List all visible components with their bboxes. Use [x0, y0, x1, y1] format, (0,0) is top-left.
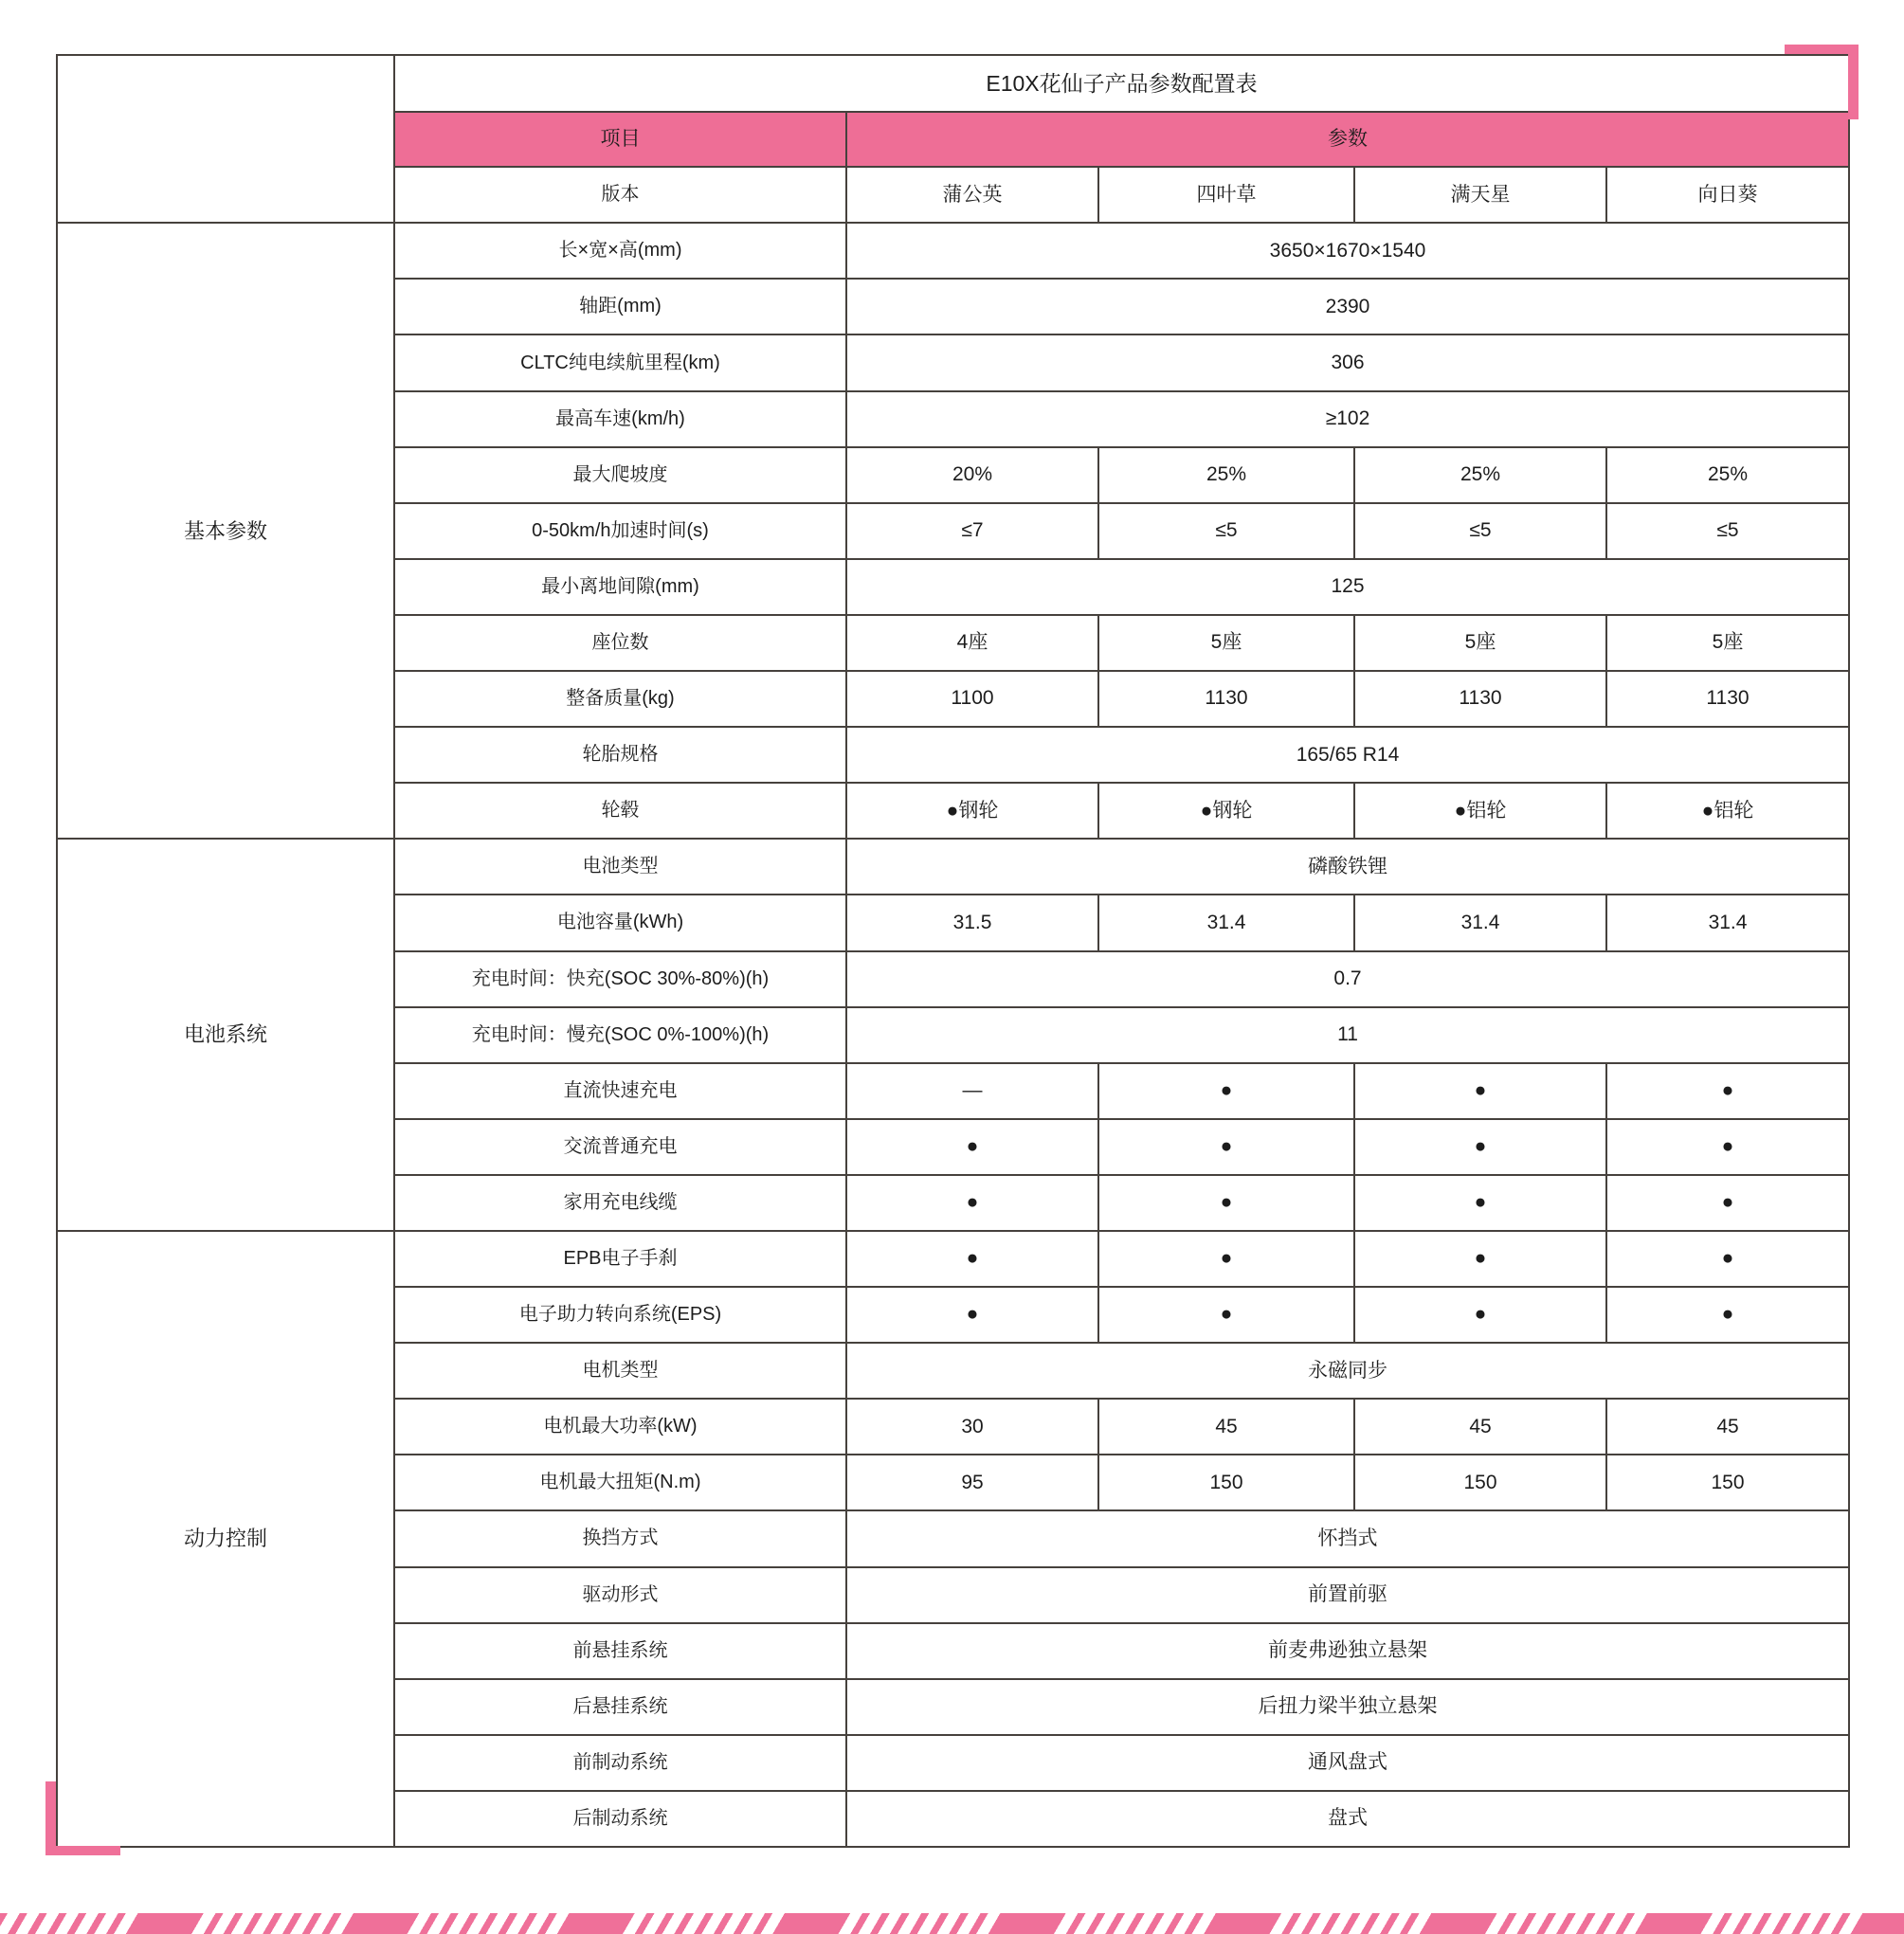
- value-cell: 5座: [1354, 615, 1606, 671]
- value-cell: 1130: [1098, 671, 1354, 727]
- row-label: 长×宽×高(mm): [394, 223, 846, 279]
- value-cell: ●: [1606, 1063, 1849, 1119]
- merged-value-cell: ≥102: [846, 391, 1849, 447]
- merged-value-cell: 165/65 R14: [846, 727, 1849, 783]
- value-cell: 45: [1606, 1399, 1849, 1455]
- row-label: 座位数: [394, 615, 846, 671]
- value-cell: ●: [1098, 1119, 1354, 1175]
- merged-value-cell: 0.7: [846, 951, 1849, 1007]
- row-label: 交流普通充电: [394, 1119, 846, 1175]
- row-label: 电池容量(kWh): [394, 895, 846, 950]
- value-cell: ●: [1354, 1119, 1606, 1175]
- section-label: 动力控制: [57, 1231, 394, 1847]
- section-label: 基本参数: [57, 223, 394, 839]
- value-cell: ≤5: [1354, 503, 1606, 559]
- value-cell: 31.4: [1606, 895, 1849, 950]
- value-cell: ●: [1606, 1119, 1849, 1175]
- row-label: EPB电子手刹: [394, 1231, 846, 1287]
- value-cell: ●: [846, 1175, 1098, 1231]
- value-cell: ●: [1354, 1231, 1606, 1287]
- row-label: 电池类型: [394, 839, 846, 895]
- value-cell: 25%: [1606, 447, 1849, 503]
- value-cell: ●: [1606, 1231, 1849, 1287]
- value-cell: 31.4: [1354, 895, 1606, 950]
- row-label: 充电时间：慢充(SOC 0%-100%)(h): [394, 1007, 846, 1063]
- value-cell: 1100: [846, 671, 1098, 727]
- header-param-cell: 参数: [846, 112, 1849, 167]
- value-cell: ●: [846, 1287, 1098, 1343]
- row-label: 轴距(mm): [394, 279, 846, 334]
- merged-value-cell: 磷酸铁锂: [846, 839, 1849, 895]
- section-label: 电池系统: [57, 839, 394, 1231]
- value-cell: ●: [1098, 1063, 1354, 1119]
- merged-value-cell: 306: [846, 334, 1849, 390]
- version-col-clover: 四叶草: [1098, 167, 1354, 223]
- value-cell: 1130: [1354, 671, 1606, 727]
- row-label: 0-50km/h加速时间(s): [394, 503, 846, 559]
- merged-value-cell: 通风盘式: [846, 1735, 1849, 1791]
- row-label: 最大爬坡度: [394, 447, 846, 503]
- value-cell: ≤5: [1098, 503, 1354, 559]
- value-cell: 150: [1354, 1455, 1606, 1510]
- pink-corner-top-right: [1785, 45, 1859, 119]
- value-cell: ≤7: [846, 503, 1098, 559]
- merged-value-cell: 前置前驱: [846, 1567, 1849, 1623]
- row-label: 电机最大功率(kW): [394, 1399, 846, 1455]
- value-cell: ●: [1354, 1175, 1606, 1231]
- value-cell: 4座: [846, 615, 1098, 671]
- value-cell: ●: [1098, 1175, 1354, 1231]
- value-cell: 45: [1354, 1399, 1606, 1455]
- row-label: CLTC纯电续航里程(km): [394, 334, 846, 390]
- merged-value-cell: 前麦弗逊独立悬架: [846, 1623, 1849, 1679]
- table-body: [57, 223, 1849, 1847]
- value-cell: ●: [846, 1119, 1098, 1175]
- spec-table: [56, 54, 1850, 1848]
- header-item-cell: 项目: [394, 112, 846, 167]
- value-cell: 150: [1098, 1455, 1354, 1510]
- row-label: 最小离地间隙(mm): [394, 559, 846, 615]
- merged-value-cell: 怀挡式: [846, 1510, 1849, 1566]
- row-label: 电子助力转向系统(EPS): [394, 1287, 846, 1343]
- value-cell: ●: [1098, 1287, 1354, 1343]
- value-cell: 30: [846, 1399, 1098, 1455]
- value-cell: ≤5: [1606, 503, 1849, 559]
- table-row: [57, 1231, 1849, 1287]
- value-cell: ●: [846, 1231, 1098, 1287]
- spec-table-container: [56, 54, 1848, 1848]
- row-label: 最高车速(km/h): [394, 391, 846, 447]
- page-title: E10X花仙子产品参数配置表: [394, 55, 1849, 112]
- row-label: 直流快速充电: [394, 1063, 846, 1119]
- row-label: 后制动系统: [394, 1791, 846, 1847]
- merged-value-cell: 2390: [846, 279, 1849, 334]
- row-label: 换挡方式: [394, 1510, 846, 1566]
- value-cell: 25%: [1354, 447, 1606, 503]
- value-cell: 5座: [1606, 615, 1849, 671]
- value-cell: ●铝轮: [1354, 783, 1606, 839]
- value-cell: 95: [846, 1455, 1098, 1510]
- title-row: [57, 55, 1849, 112]
- row-label: 驱动形式: [394, 1567, 846, 1623]
- value-cell: 25%: [1098, 447, 1354, 503]
- row-label: 电机类型: [394, 1343, 846, 1399]
- top-left-empty-cell: [57, 55, 394, 223]
- value-cell: ●: [1098, 1231, 1354, 1287]
- merged-value-cell: 125: [846, 559, 1849, 615]
- row-label: 电机最大扭矩(N.m): [394, 1455, 846, 1510]
- value-cell: ●: [1354, 1287, 1606, 1343]
- value-cell: 20%: [846, 447, 1098, 503]
- row-label: 前悬挂系统: [394, 1623, 846, 1679]
- version-col-dandelion: 蒲公英: [846, 167, 1098, 223]
- value-cell: —: [846, 1063, 1098, 1119]
- value-cell: 45: [1098, 1399, 1354, 1455]
- merged-value-cell: 永磁同步: [846, 1343, 1849, 1399]
- value-cell: 31.5: [846, 895, 1098, 950]
- table-row: [57, 223, 1849, 279]
- row-label: 前制动系统: [394, 1735, 846, 1791]
- merged-value-cell: 盘式: [846, 1791, 1849, 1847]
- merged-value-cell: 后扭力梁半独立悬架: [846, 1679, 1849, 1735]
- row-label: 后悬挂系统: [394, 1679, 846, 1735]
- value-cell: ●铝轮: [1606, 783, 1849, 839]
- version-label: 版本: [394, 167, 846, 223]
- value-cell: 1130: [1606, 671, 1849, 727]
- row-label: 充电时间：快充(SOC 30%-80%)(h): [394, 951, 846, 1007]
- value-cell: 31.4: [1098, 895, 1354, 950]
- value-cell: ●钢轮: [846, 783, 1098, 839]
- pink-corner-bottom-left: [45, 1781, 120, 1855]
- merged-value-cell: 3650×1670×1540: [846, 223, 1849, 279]
- row-label: 轮毂: [394, 783, 846, 839]
- version-col-sunflower: 向日葵: [1606, 167, 1849, 223]
- table-row: [57, 839, 1849, 895]
- value-cell: ●钢轮: [1098, 783, 1354, 839]
- value-cell: 5座: [1098, 615, 1354, 671]
- merged-value-cell: 11: [846, 1007, 1849, 1063]
- value-cell: ●: [1354, 1063, 1606, 1119]
- bottom-stripe-ribbon: [0, 1913, 1904, 1934]
- version-col-babysbreath: 满天星: [1354, 167, 1606, 223]
- value-cell: 150: [1606, 1455, 1849, 1510]
- row-label: 整备质量(kg): [394, 671, 846, 727]
- row-label: 轮胎规格: [394, 727, 846, 783]
- value-cell: ●: [1606, 1175, 1849, 1231]
- value-cell: ●: [1606, 1287, 1849, 1343]
- row-label: 家用充电线缆: [394, 1175, 846, 1231]
